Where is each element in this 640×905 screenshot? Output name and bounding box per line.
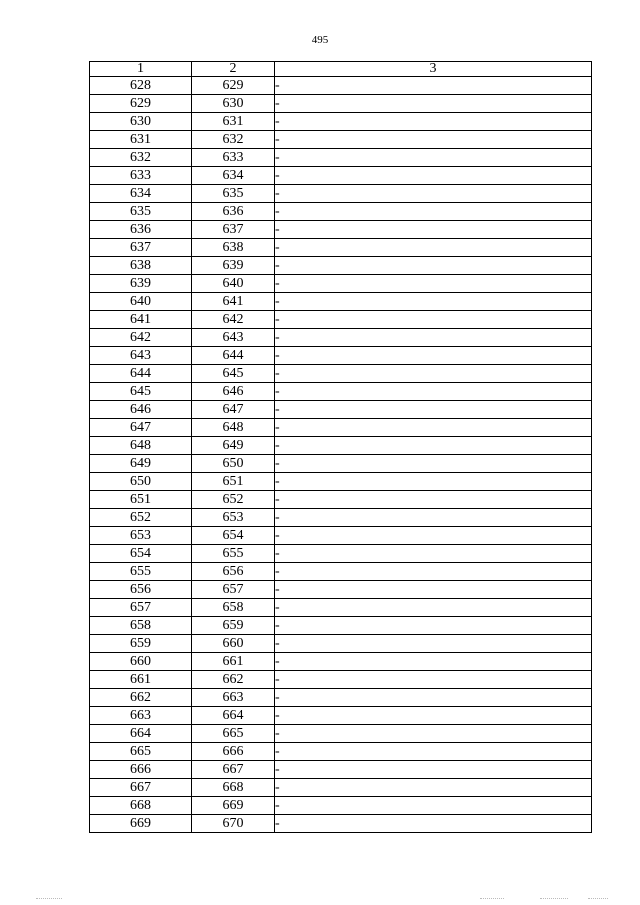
- cell-col-3: -: [275, 455, 592, 473]
- cell-col-3: -: [275, 329, 592, 347]
- cell-col-3: -: [275, 707, 592, 725]
- cell-col-3: -: [275, 563, 592, 581]
- table-row: [90, 401, 592, 419]
- cell-col-1: 641: [90, 311, 192, 329]
- cell-col-3: -: [275, 797, 592, 815]
- cell-col-3: -: [275, 95, 592, 113]
- cell-col-2: 645: [192, 365, 275, 383]
- cell-col-2: 660: [192, 635, 275, 653]
- cell-col-2: 665: [192, 725, 275, 743]
- cell-col-3: -: [275, 383, 592, 401]
- cell-col-1: 651: [90, 491, 192, 509]
- cell-col-2: 659: [192, 617, 275, 635]
- table-row: [90, 545, 592, 563]
- table-row: [90, 455, 592, 473]
- table-body: [90, 77, 592, 833]
- cell-col-1: 659: [90, 635, 192, 653]
- table-row: [90, 491, 592, 509]
- cell-col-2: 667: [192, 761, 275, 779]
- table-row: [90, 527, 592, 545]
- cell-col-1: 633: [90, 167, 192, 185]
- cell-col-2: 649: [192, 437, 275, 455]
- table-row: [90, 797, 592, 815]
- table-row: [90, 725, 592, 743]
- cell-col-1: 632: [90, 149, 192, 167]
- cell-col-3: -: [275, 401, 592, 419]
- cell-col-2: 647: [192, 401, 275, 419]
- column-header-2: 2: [192, 62, 275, 77]
- cell-col-2: 656: [192, 563, 275, 581]
- cell-col-3: -: [275, 653, 592, 671]
- cell-col-3: -: [275, 275, 592, 293]
- cell-col-2: 666: [192, 743, 275, 761]
- cell-col-1: 638: [90, 257, 192, 275]
- cell-col-1: 634: [90, 185, 192, 203]
- cell-col-1: 648: [90, 437, 192, 455]
- cell-col-2: 638: [192, 239, 275, 257]
- cell-col-1: 654: [90, 545, 192, 563]
- table-row: [90, 131, 592, 149]
- cell-col-3: -: [275, 815, 592, 833]
- cell-col-3: -: [275, 149, 592, 167]
- cell-col-3: -: [275, 221, 592, 239]
- table-row: [90, 275, 592, 293]
- cell-col-2: 670: [192, 815, 275, 833]
- cell-col-1: 662: [90, 689, 192, 707]
- cell-col-3: -: [275, 131, 592, 149]
- cell-col-1: 664: [90, 725, 192, 743]
- cell-col-1: 665: [90, 743, 192, 761]
- cell-col-2: 653: [192, 509, 275, 527]
- cell-col-3: -: [275, 761, 592, 779]
- table-row: [90, 221, 592, 239]
- cell-col-1: 642: [90, 329, 192, 347]
- table-row: [90, 599, 592, 617]
- cell-col-2: 634: [192, 167, 275, 185]
- table-row: [90, 257, 592, 275]
- cell-col-3: -: [275, 581, 592, 599]
- cell-col-3: -: [275, 419, 592, 437]
- cell-col-1: 668: [90, 797, 192, 815]
- cell-col-2: 652: [192, 491, 275, 509]
- cell-col-1: 655: [90, 563, 192, 581]
- cell-col-1: 647: [90, 419, 192, 437]
- data-table: [89, 61, 592, 833]
- cell-col-2: 663: [192, 689, 275, 707]
- table-row: [90, 185, 592, 203]
- cell-col-3: -: [275, 257, 592, 275]
- cell-col-3: -: [275, 545, 592, 563]
- column-header-3: 3: [275, 62, 592, 77]
- table-row: [90, 779, 592, 797]
- cell-col-2: 648: [192, 419, 275, 437]
- cell-col-3: -: [275, 671, 592, 689]
- table-row: [90, 149, 592, 167]
- cell-col-3: -: [275, 311, 592, 329]
- cell-col-1: 643: [90, 347, 192, 365]
- cell-col-1: 639: [90, 275, 192, 293]
- cell-col-2: 633: [192, 149, 275, 167]
- cell-col-2: 639: [192, 257, 275, 275]
- cell-col-1: 628: [90, 77, 192, 95]
- cell-col-2: 630: [192, 95, 275, 113]
- cell-col-3: -: [275, 599, 592, 617]
- cell-col-1: 657: [90, 599, 192, 617]
- cell-col-2: 655: [192, 545, 275, 563]
- cell-col-1: 669: [90, 815, 192, 833]
- cell-col-3: -: [275, 365, 592, 383]
- cell-col-3: -: [275, 185, 592, 203]
- cell-col-1: 666: [90, 761, 192, 779]
- cell-col-1: 635: [90, 203, 192, 221]
- cell-col-3: -: [275, 437, 592, 455]
- cell-col-1: 646: [90, 401, 192, 419]
- cell-col-2: 651: [192, 473, 275, 491]
- table-header-row: [90, 62, 592, 77]
- column-header-1: 1: [90, 62, 192, 77]
- table-row: [90, 761, 592, 779]
- table-row: [90, 113, 592, 131]
- cell-col-2: 637: [192, 221, 275, 239]
- table-row: [90, 329, 592, 347]
- cell-col-1: 650: [90, 473, 192, 491]
- table-row: [90, 671, 592, 689]
- cell-col-3: -: [275, 689, 592, 707]
- table-row: [90, 635, 592, 653]
- cell-col-3: -: [275, 203, 592, 221]
- table-row: [90, 689, 592, 707]
- cell-col-1: 636: [90, 221, 192, 239]
- cell-col-2: 642: [192, 311, 275, 329]
- table-row: [90, 347, 592, 365]
- table-row: [90, 239, 592, 257]
- table-row: [90, 419, 592, 437]
- cell-col-1: 661: [90, 671, 192, 689]
- cell-col-2: 654: [192, 527, 275, 545]
- cell-col-2: 657: [192, 581, 275, 599]
- scan-artifact: [588, 898, 608, 901]
- cell-col-1: 656: [90, 581, 192, 599]
- table-row: [90, 563, 592, 581]
- cell-col-2: 636: [192, 203, 275, 221]
- table-row: [90, 473, 592, 491]
- cell-col-3: -: [275, 239, 592, 257]
- cell-col-2: 668: [192, 779, 275, 797]
- cell-col-2: 646: [192, 383, 275, 401]
- cell-col-1: 631: [90, 131, 192, 149]
- table-row: [90, 95, 592, 113]
- cell-col-1: 645: [90, 383, 192, 401]
- table-row: [90, 293, 592, 311]
- cell-col-3: -: [275, 635, 592, 653]
- cell-col-2: 631: [192, 113, 275, 131]
- table-row: [90, 653, 592, 671]
- cell-col-3: -: [275, 725, 592, 743]
- table-row: [90, 617, 592, 635]
- cell-col-3: -: [275, 293, 592, 311]
- cell-col-3: -: [275, 527, 592, 545]
- cell-col-2: 661: [192, 653, 275, 671]
- cell-col-1: 653: [90, 527, 192, 545]
- cell-col-2: 641: [192, 293, 275, 311]
- table-row: [90, 743, 592, 761]
- cell-col-1: 640: [90, 293, 192, 311]
- cell-col-2: 662: [192, 671, 275, 689]
- cell-col-2: 635: [192, 185, 275, 203]
- cell-col-1: 630: [90, 113, 192, 131]
- cell-col-1: 644: [90, 365, 192, 383]
- cell-col-3: -: [275, 743, 592, 761]
- cell-col-3: -: [275, 509, 592, 527]
- cell-col-2: 650: [192, 455, 275, 473]
- cell-col-3: -: [275, 113, 592, 131]
- cell-col-2: 658: [192, 599, 275, 617]
- table-row: [90, 437, 592, 455]
- page-number: 495: [311, 34, 329, 46]
- table-row: [90, 581, 592, 599]
- cell-col-1: 658: [90, 617, 192, 635]
- table-row: [90, 167, 592, 185]
- cell-col-3: -: [275, 779, 592, 797]
- cell-col-3: -: [275, 491, 592, 509]
- table-row: [90, 77, 592, 95]
- cell-col-1: 649: [90, 455, 192, 473]
- table-row: [90, 707, 592, 725]
- scan-artifact: [540, 898, 568, 901]
- cell-col-1: 660: [90, 653, 192, 671]
- cell-col-2: 669: [192, 797, 275, 815]
- table-row: [90, 383, 592, 401]
- cell-col-3: -: [275, 77, 592, 95]
- scan-artifact: [36, 898, 62, 901]
- cell-col-2: 629: [192, 77, 275, 95]
- table-row: [90, 365, 592, 383]
- cell-col-2: 664: [192, 707, 275, 725]
- table-row: [90, 815, 592, 833]
- cell-col-3: -: [275, 473, 592, 491]
- cell-col-3: -: [275, 617, 592, 635]
- table-row: [90, 311, 592, 329]
- cell-col-1: 629: [90, 95, 192, 113]
- cell-col-1: 663: [90, 707, 192, 725]
- cell-col-2: 632: [192, 131, 275, 149]
- table-row: [90, 509, 592, 527]
- cell-col-2: 640: [192, 275, 275, 293]
- cell-col-3: -: [275, 167, 592, 185]
- cell-col-3: -: [275, 347, 592, 365]
- scan-artifact: [480, 898, 504, 901]
- cell-col-1: 652: [90, 509, 192, 527]
- cell-col-1: 667: [90, 779, 192, 797]
- cell-col-2: 644: [192, 347, 275, 365]
- cell-col-1: 637: [90, 239, 192, 257]
- table-row: [90, 203, 592, 221]
- cell-col-2: 643: [192, 329, 275, 347]
